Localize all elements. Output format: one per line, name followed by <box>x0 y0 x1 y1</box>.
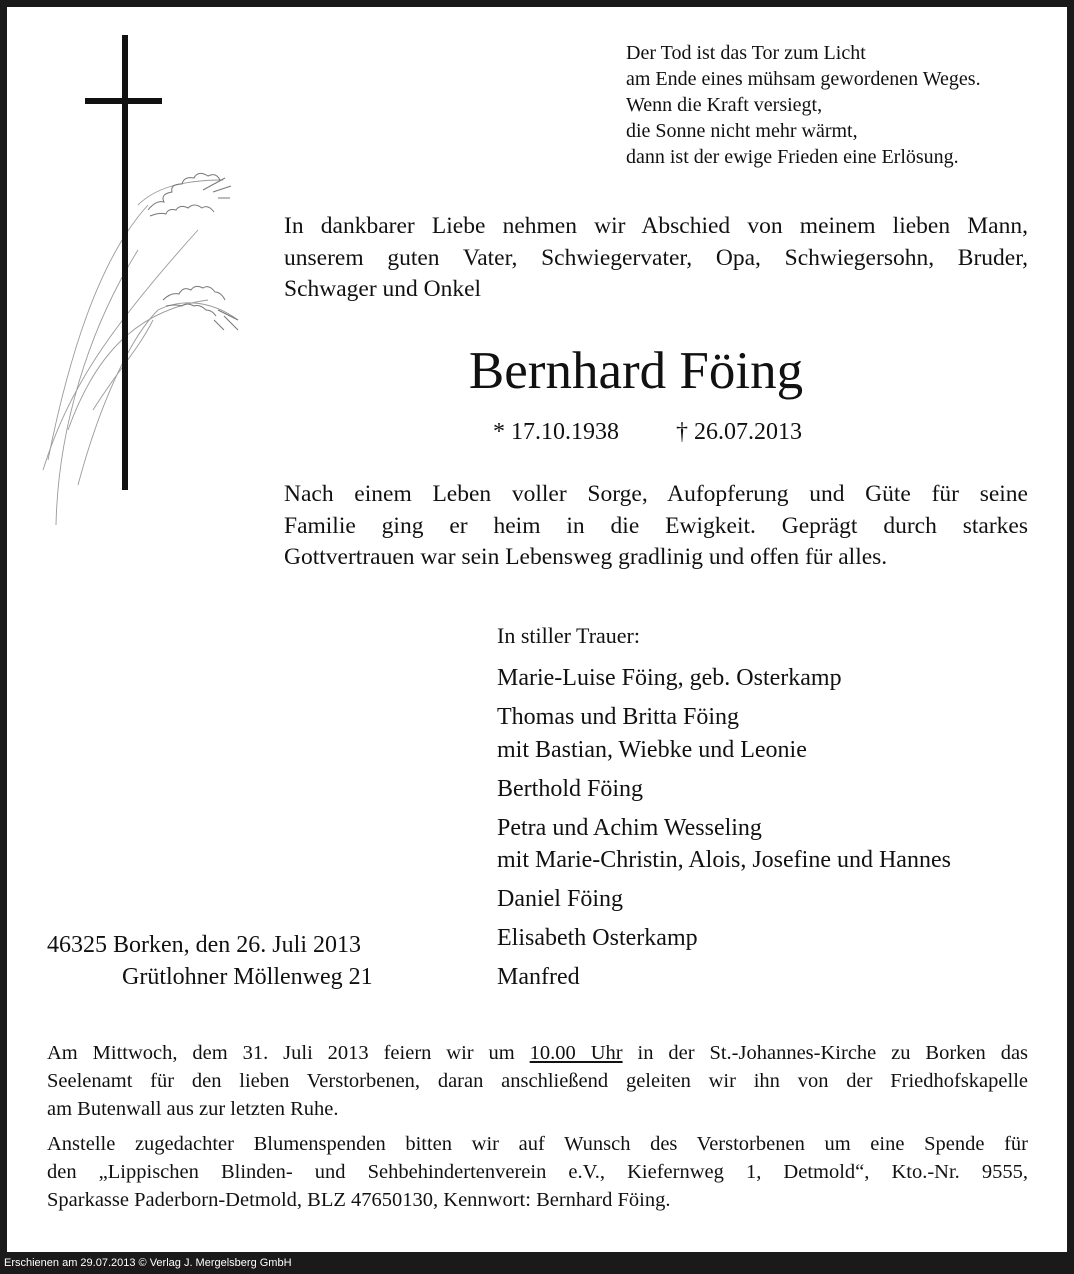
service-time: 10.00 Uhr <box>529 1042 623 1064</box>
service-text: Am Mittwoch, dem 31. Juli 2013 feiern wir um <box>47 1042 515 1064</box>
mourner-line: Marie-Luise Föing, geb. Osterkamp <box>497 665 842 691</box>
mourner-entry <box>497 773 951 806</box>
intro-line: In dankbarer Liebe nehmen wir Abschied von meinem lieben Mann, <box>284 213 1028 239</box>
mourners-list <box>497 662 951 1000</box>
publication-footer: Erschienen am 29.07.2013 © Verlag J. Mergelsberg GmbH <box>4 1257 292 1269</box>
mourner-entry <box>497 812 951 877</box>
mourner-entry <box>497 701 951 766</box>
mourner-entry <box>497 961 951 994</box>
service-line: Seelenamt für den lieben Verstorbenen, daran anschließend geleiten wir ihn von der Friedhofskapelle <box>47 1070 1028 1092</box>
funeral-service-info <box>47 1039 1028 1214</box>
donation-line: Sparkasse Paderborn-Detmold, BLZ 47650130, Kennwort: Bernhard Föing. <box>47 1189 671 1211</box>
mourner-entry <box>497 662 951 695</box>
mourner-line: mit Bastian, Wiebke und Leonie <box>497 736 807 763</box>
death-date: † 26.07.2013 <box>676 419 802 445</box>
mourner-line: Thomas und Britta Föing <box>497 704 739 730</box>
mourner-line: Berthold Föing <box>497 775 644 802</box>
farewell-intro <box>284 211 1028 306</box>
donation-line: den „Lippischen Blinden- und Sehbehindertenverein e.V., Kiefernweg 1, Detmold“, Kto.-Nr. 9555, <box>47 1161 1028 1183</box>
mourner-line: Daniel Föing <box>497 886 623 912</box>
poem-line: Wenn die Kraft versiegt, <box>626 94 823 116</box>
service-line: am Butenwall aus zur letzten Ruhe. <box>47 1098 339 1120</box>
cross-wheat-illustration <box>38 30 258 550</box>
service-text: in der St.-Johannes-Kirche zu Borken das <box>637 1042 1029 1064</box>
poem-line: am Ende eines mühsam gewordenen Weges. <box>626 68 981 90</box>
donation-line: Anstelle zugedachter Blumenspenden bitten wir auf Wunsch des Verstorbenen um eine Spende für <box>47 1133 1028 1155</box>
wheat-ears <box>148 173 238 330</box>
mourner-line: mit Marie-Christin, Alois, Josefine und Hannes <box>497 847 951 873</box>
poem <box>626 40 981 170</box>
poem-line: die Sonne nicht mehr wärmt, <box>626 120 858 142</box>
life-line: Nach einem Leben voller Sorge, Aufopferung und Güte für seine <box>284 481 1028 507</box>
cross-horizontal-beam <box>85 98 162 104</box>
intro-line: Schwager und Onkel <box>284 276 482 302</box>
mourner-line: Manfred <box>497 964 580 990</box>
family-address <box>47 929 373 993</box>
service-line <box>47 1039 1028 1067</box>
mourners-heading: In stiller Trauer: <box>497 623 640 648</box>
mourner-entry <box>497 883 951 916</box>
mourner-line: Petra und Achim Wesseling <box>497 814 762 841</box>
address-street: Grütlohner Möllenweg 21 <box>122 964 373 990</box>
deceased-name-text: Bernhard Föing <box>468 342 804 400</box>
life-line: Gottvertrauen war sein Lebensweg gradlinig und offen für alles. <box>284 544 888 570</box>
mourner-line: Elisabeth Osterkamp <box>497 925 698 951</box>
mourner-entry <box>497 922 951 955</box>
address-place-date: 46325 Borken, den 26. Juli 2013 <box>47 932 361 958</box>
poem-line: dann ist der ewige Frieden eine Erlösung. <box>626 146 959 168</box>
birth-date: * 17.10.1938 <box>493 419 619 445</box>
life-line: Familie ging er heim in die Ewigkeit. Geprägt durch starkes <box>284 512 1028 539</box>
poem-line: Der Tod ist das Tor zum Licht <box>626 42 866 64</box>
wheat-stalks <box>43 180 238 525</box>
deceased-name <box>284 336 1028 406</box>
intro-line: unserem guten Vater, Schwiegervater, Opa, Schwiegersohn, Bruder, <box>284 244 1028 271</box>
life-description <box>284 479 1028 574</box>
